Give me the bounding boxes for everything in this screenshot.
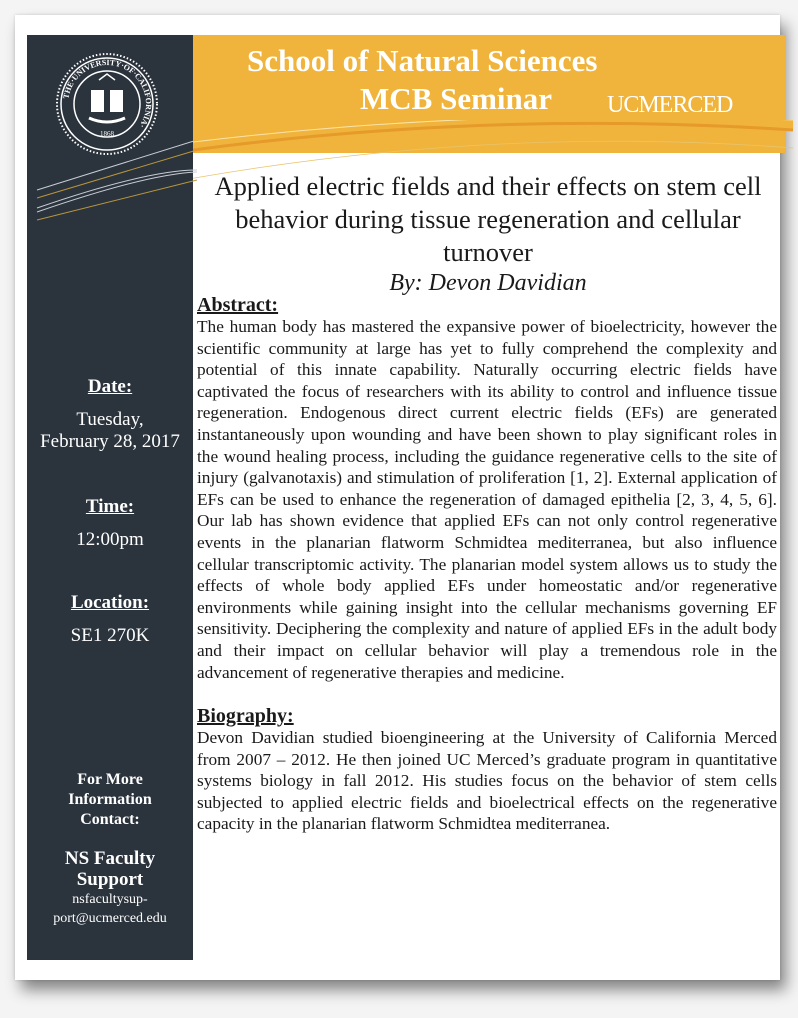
contact-heading-3: Contact: bbox=[80, 811, 140, 828]
uc-merced-logo: UCMERCED bbox=[607, 92, 733, 118]
svg-text:THE·UNIVERSITY·OF·CALIFORNIA·: THE·UNIVERSITY·OF·CALIFORNIA· bbox=[61, 57, 154, 130]
date-block bbox=[27, 376, 193, 453]
speaker-byline: By: Devon Davidian bbox=[389, 270, 587, 296]
date-full: February 28, 2017 bbox=[40, 431, 180, 452]
abstract-heading: Abstract: bbox=[197, 294, 279, 316]
date-value bbox=[27, 409, 193, 453]
school-name: School of Natural Sciences bbox=[247, 43, 598, 78]
contact-name-1: NS Faculty bbox=[64, 848, 156, 869]
contact-name-2: Support bbox=[76, 869, 144, 890]
contact-heading-1: For More bbox=[77, 771, 143, 788]
university-seal-icon bbox=[55, 52, 159, 156]
main-content bbox=[197, 294, 777, 835]
contact-email-2[interactable]: port@ucmerced.edu bbox=[53, 911, 167, 926]
talk-title-block bbox=[198, 170, 778, 297]
date-weekday: Tuesday, bbox=[76, 409, 144, 430]
time-block bbox=[27, 496, 193, 551]
contact-email-1[interactable]: nsfacultysup- bbox=[72, 892, 148, 907]
location-value: SE1 270K bbox=[70, 625, 150, 646]
time-label: Time: bbox=[85, 496, 135, 517]
date-label: Date: bbox=[87, 376, 133, 397]
contact-heading-2: Information bbox=[68, 791, 152, 808]
time-value: 12:00pm bbox=[76, 529, 144, 550]
seal-year: 1868 bbox=[100, 130, 114, 138]
location-block bbox=[27, 592, 193, 647]
location-label: Location: bbox=[70, 592, 150, 613]
talk-title: Applied electric fields and their effects on stem cell behavior during tissue regeneration and cellular turnover bbox=[214, 171, 762, 267]
contact-block bbox=[27, 770, 193, 928]
biography-text: Devon Davidian studied bioengineering at the University of California Merced from 2007 – 2012. He then joined UC Merced’s graduate program in quantitative systems biology in fall 2012. His studies focus on the behavior of stem cells subjected to applied electric fields and bioelectrical effects on the regenerative capacity in the planarian flatworm Schmidtea mediterranea. bbox=[197, 728, 777, 834]
seminar-series: MCB Seminar bbox=[360, 81, 553, 116]
biography-heading: Biography: bbox=[197, 705, 294, 728]
abstract-text: The human body has mastered the expansive power of bioelectricity, however the scientific community at large has yet to fully comprehend the complexity and potential of this innate capability. Naturally occurring electric fields have captivated the focus of researchers with its ability to control and influence tissue regeneration. Endogenous direct current electric fields (EFs) are generated instantaneously upon wounding and have been shown to play significant roles in the wound healing process, including the guidance regenerative cells to the site of injury (galvanotaxis) and stimulation of proliferation [1, 2]. External application of EFs can be used to enhance the regeneration of damaged epithelia [2, 3, 4, 5, 6]. Our lab has shown evidence that applied EFs can not only control regenerative events in the planarian flatworm Schmidtea mediterranea, but also influence cellular transcriptomic activity. The planarian model system allows us to study the effects of whole body applied EFs under homeostatic and/or regenerative environments while gaining insight into the cellular mechanisms governing EF sensitivity. Deciphering the complexity and nature of applied EFs in the adult body and their impact on cellular behavior will play a tremendous role in the advancement of regenerative therapies and medicine. bbox=[197, 317, 777, 682]
